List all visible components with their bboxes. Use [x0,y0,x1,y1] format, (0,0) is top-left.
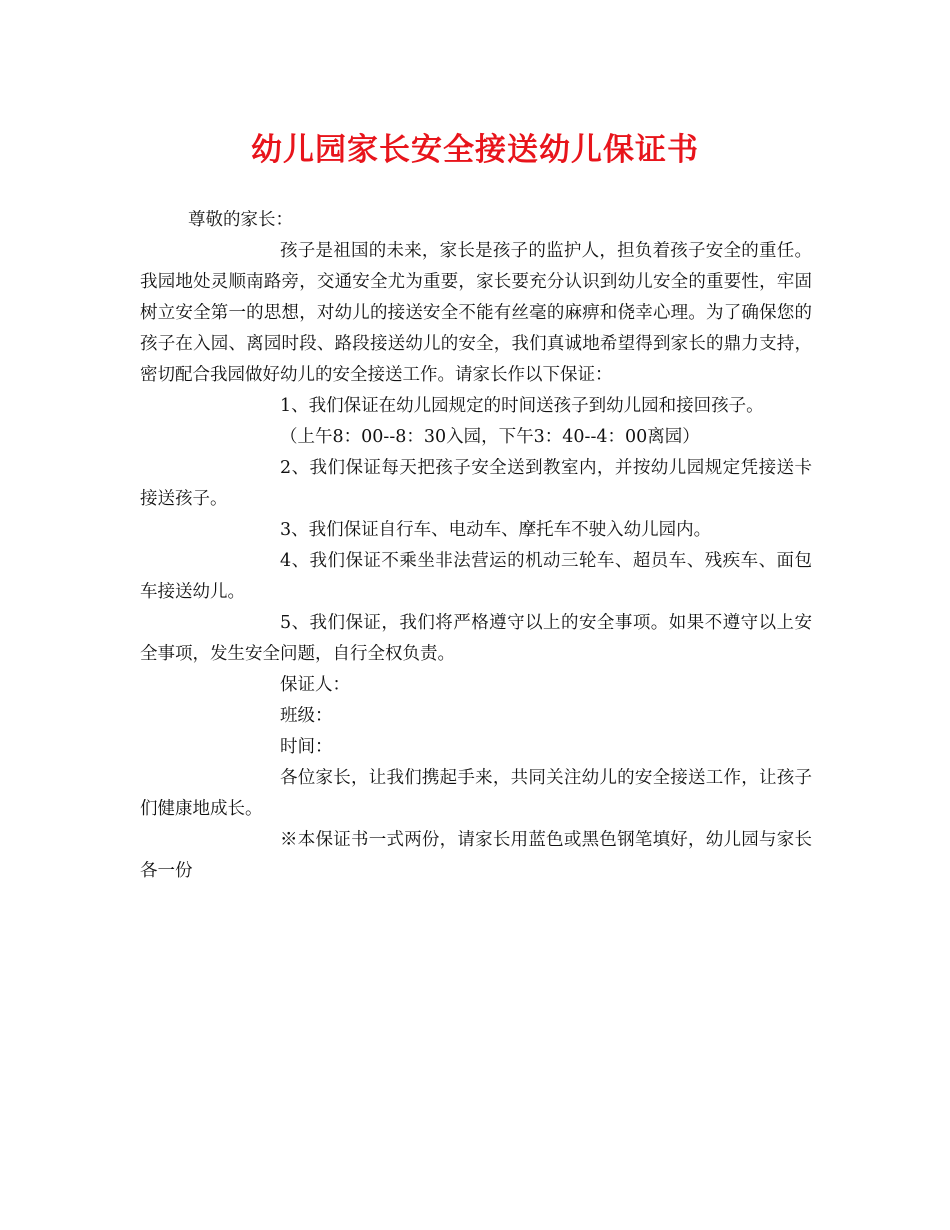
note-paragraph: ※本保证书一式两份，请家长用蓝色或黑色钢笔填好，幼儿园与家长各一份 [140,830,812,881]
salutation: 尊敬的家长： [188,210,293,230]
guarantee-item-1: 1、我们保证在幼儿园规定的时间送孩子到幼儿园和接回孩子。 [280,396,764,416]
guarantor-label: 保证人： [280,675,350,695]
guarantee-item-4: 4、我们保证不乘坐非法营运的机动三轮车、超员车、残疾车、面包车接送幼儿。 [140,551,812,602]
class-label: 班级： [280,706,333,726]
guarantee-item-2: 2、我们保证每天把孩子安全送到教室内，并按幼儿园规定凭接送卡接送孩子。 [140,458,812,509]
closing-paragraph: 各位家长，让我们携起手来，共同关注幼儿的安全接送工作，让孩子们健康地成长。 [140,768,812,819]
guarantee-item-5: 5、我们保证，我们将严格遵守以上的安全事项。如果不遵守以上安全事项，发生安全问题，自行全权负责。 [140,613,812,664]
time-label: 时间： [280,737,333,757]
document-title: 幼儿园家长安全接送幼儿保证书 [251,132,699,168]
document-body [140,205,812,887]
intro-paragraph: 孩子是祖国的未来，家长是孩子的监护人，担负着孩子安全的重任。我园地处灵顺南路旁，交通安全尤为重要，家长要充分认识到幼儿安全的重要性，牢固树立安全第一的思想，对幼儿的接送安全不能有丝毫的麻痹和侥幸心理。为了确保您的孩子在入园、离园时段、路段接送幼儿的安全，我们真诚地希望得到家长的鼎力支持，密切配合我园做好幼儿的安全接送工作。请家长作以下保证： [140,241,812,385]
guarantee-item-3: 3、我们保证自行车、电动车、摩托车不驶入幼儿园内。 [280,520,712,540]
guarantee-item-1-hours: （上午8：00--8：30入园，下午3：40--4：00离园） [280,427,700,447]
